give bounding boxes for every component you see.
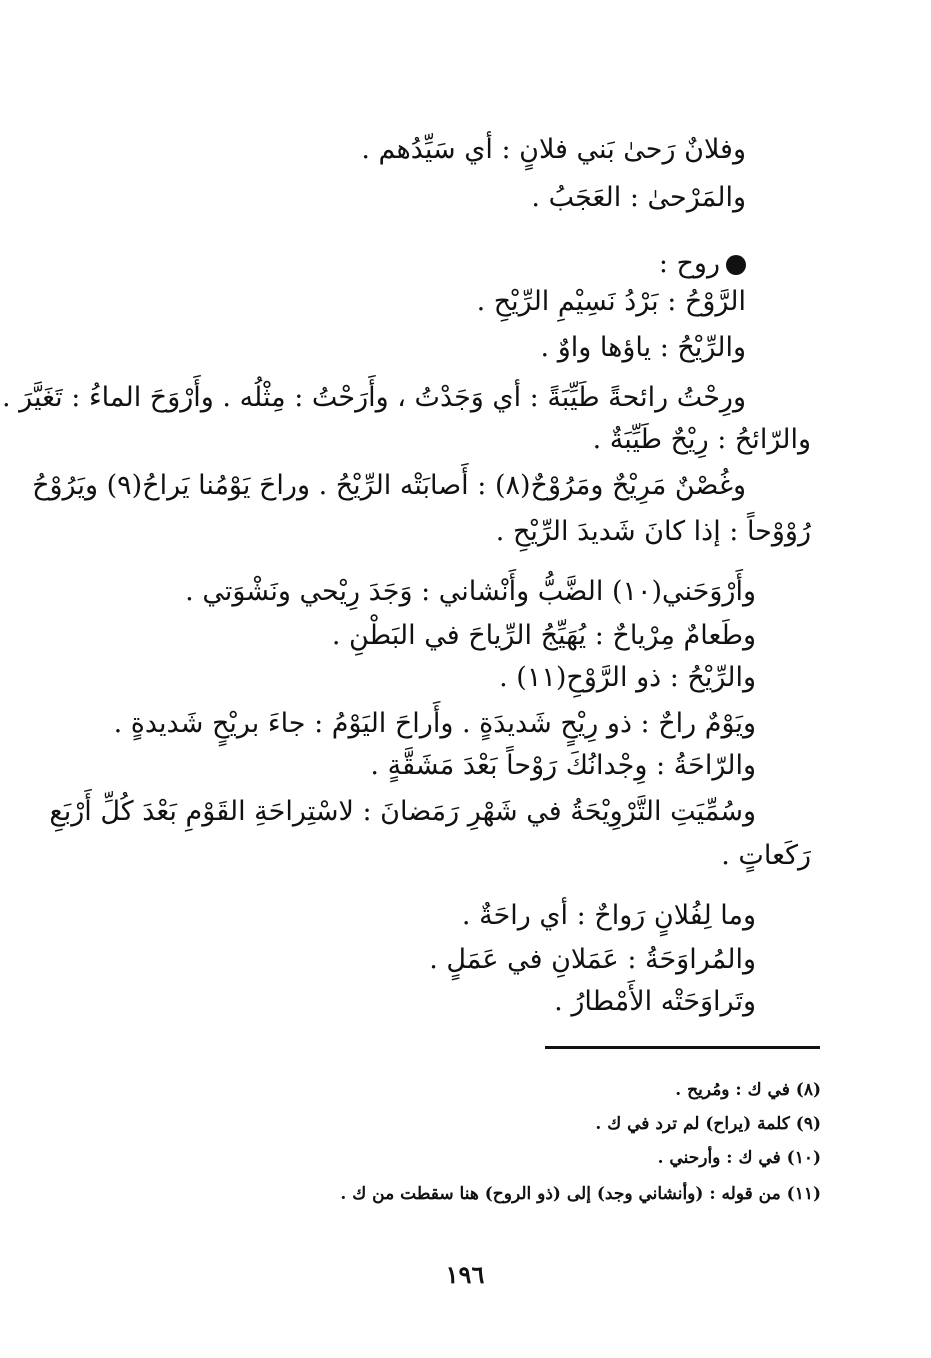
text-line: والرِّيْحُ : ذو الرَّوْحِ(١١) . [499, 662, 756, 693]
footnote: (١١) من قوله : (وأنشاني وجد) إلى (ذو الروح) هنا سقطت من ك . [340, 1184, 821, 1204]
text-line: والرِّيْحُ : ياؤها واوٌ . [540, 332, 746, 363]
text-line: وأَرْوَحَني(١٠) الضَّبُّ وأَنْشاني : وَجَدَ رِيْحي ونَشْوَتي . [185, 576, 756, 607]
text-line: الرَّوْحُ : بَرْدُ نَسِيْمِ الرِّيْحِ . [476, 286, 746, 317]
text-line: والمَرْحىٰ : العَجَبُ . [531, 182, 746, 213]
text-line: والمُراوَحَةُ : عَمَلانِ في عَمَلٍ . [429, 944, 756, 975]
text-line: وتَراوَحَتْه الأَمْطارُ . [554, 986, 756, 1017]
bullet-icon [726, 255, 746, 275]
text-line: ويَوْمٌ راحٌ : ذو رِيْحٍ شَديدَةٍ . وأَراحَ اليَوْمُ : جاءَ بريْحٍ شَديدةٍ . [113, 708, 756, 739]
footnote: (٨) في ك : ومُريح . [675, 1080, 821, 1100]
page-number: ١٩٦ [445, 1260, 485, 1289]
text-line: وسُمِّيَتِ التَّرْوِيْحَةُ في شَهْرِ رَمَضانَ : لاسْتِراحَةِ القَوْمِ بَعْدَ كُلِّ أَرْبَعِ [49, 796, 756, 827]
text-line: وغُصْنٌ مَرِيْحٌ ومَرُوْحٌ(٨) : أَصابَتْه الرِّيْحُ . وراحَ يَوْمُنا يَراحُ(٩) ويَرُوْحُ [32, 470, 746, 501]
text-line: وفلانٌ رَحىٰ بَني فلانٍ : أي سَيِّدُهم . [361, 134, 746, 165]
text-line: ورِحْتُ رائحةً طَيِّبَةً : أي وَجَدْتُ ، وأَرَحْتُ : مِثْلُه . وأَرْوَحَ الماءُ : تَغَيَّرَ . [1, 382, 746, 413]
text-line: والرّاحَةُ : وِجْدانُكَ رَوْحاً بَعْدَ مَشَقَّةٍ . [370, 750, 756, 781]
text-line: وما لِفُلانٍ رَواحٌ : أي راحَةٌ . [461, 900, 756, 931]
footnote: (٩) كلمة (يراح) لم ترد في ك . [595, 1114, 821, 1134]
footnote: (١٠) في ك : وأرحني . [657, 1148, 821, 1168]
section-heading-text: روح : [658, 248, 720, 279]
footnote-divider [545, 1046, 820, 1049]
text-line: رُوْوْحاً : إذا كانَ شَديدَ الرِّيْحِ . [495, 516, 811, 547]
text-line: وطَعامٌ مِرْياحٌ : يُهَيِّجُ الرِّياحَ في البَطْنِ . [331, 620, 756, 651]
text-line: رَكَعاتٍ . [721, 840, 811, 871]
section-heading [659, 244, 746, 284]
text-line: والرّائحُ : رِيْحٌ طَيِّبَةٌ . [592, 424, 811, 455]
